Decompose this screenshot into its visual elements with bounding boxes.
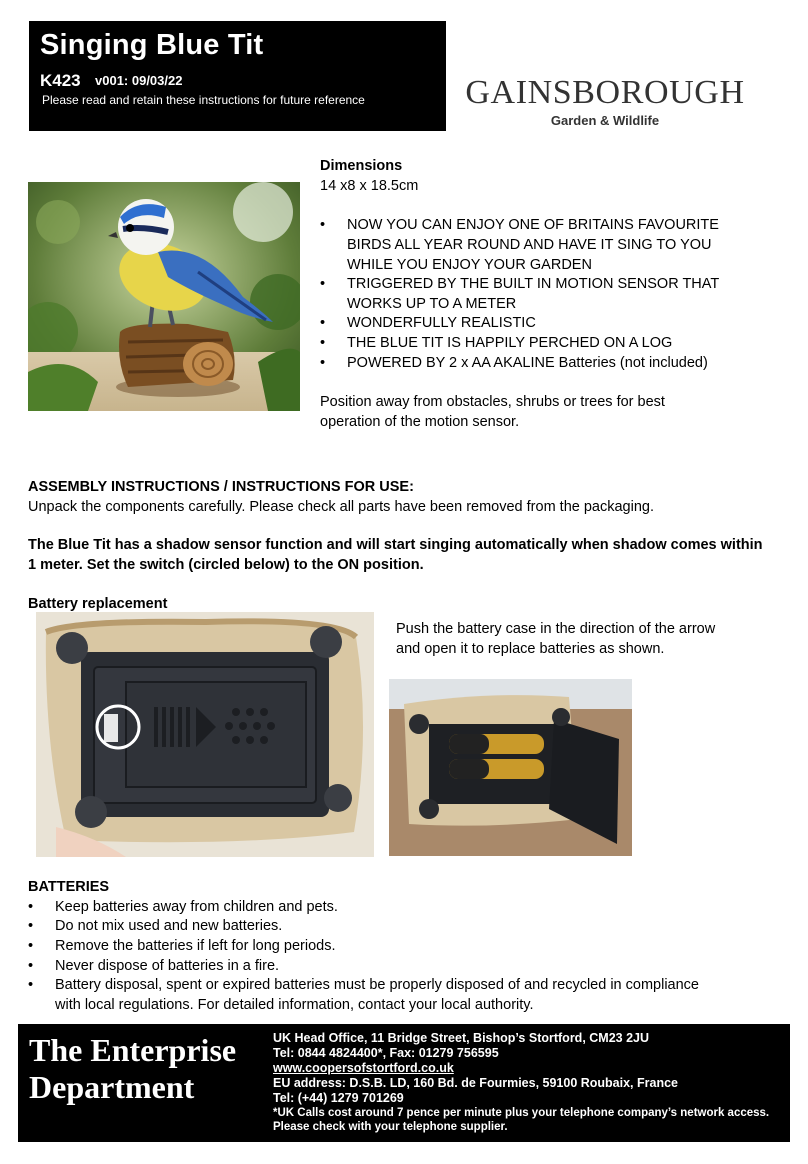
feature-text: WORKS UP TO A METER (347, 296, 517, 312)
header-banner (29, 21, 446, 131)
battery-warning-text: Battery disposal, spent or expired batteries must be properly disposed of and recycled in compliance (55, 977, 699, 993)
website-link[interactable]: www.coopersofstortford.co.uk (273, 1061, 454, 1075)
bullet-icon: • (320, 315, 326, 331)
shadow-sensor-note: 1 meter. Set the switch (circled below) to the ON position. (28, 557, 424, 573)
feature-text: WONDERFULLY REALISTIC (347, 315, 536, 331)
brand-logo-tagline: Garden & Wildlife (550, 113, 660, 128)
battery-warning-text: Never dispose of batteries in a fire. (55, 958, 280, 974)
feature-text: THE BLUE TIT IS HAPPILY PERCHED ON A LOG (347, 335, 673, 351)
position-note: operation of the motion sensor. (320, 414, 520, 430)
version-date: v001: 09/03/22 (95, 73, 183, 88)
call-cost-note: Please check with your telephone supplier. (273, 1121, 508, 1133)
bullet-icon: • (28, 958, 34, 974)
assembly-heading: ASSEMBLY INSTRUCTIONS / INSTRUCTIONS FOR USE: (28, 479, 414, 495)
bullet-icon: • (320, 355, 326, 371)
shadow-sensor-note: The Blue Tit has a shadow sensor function and will start singing automatically when shadow comes within (28, 537, 763, 553)
feature-text: NOW YOU CAN ENJOY ONE OF BRITAINS FAVOURITE (347, 217, 719, 233)
footer-banner (18, 1024, 790, 1142)
bullet-icon: • (28, 977, 34, 993)
brand-logo-name: GAINSBOROUGH (465, 74, 745, 111)
blue-tit-photo (28, 182, 300, 411)
feature-text: TRIGGERED BY THE BUILT IN MOTION SENSOR THAT (347, 276, 720, 292)
battery-warning-text: Do not mix used and new batteries. (55, 918, 283, 934)
battery-replacement-heading: Battery replacement (28, 596, 168, 612)
dimensions-heading: Dimensions (320, 158, 403, 174)
battery-compartment-photo (36, 612, 374, 857)
bullet-icon: • (28, 918, 34, 934)
battery-warning-text: with local regulations. For detailed information, contact your local authority. (55, 997, 534, 1013)
tel-fax: Tel: 0844 4824400*, Fax: 01279 756595 (273, 1046, 499, 1060)
eu-address: EU address: D.S.B. LD, 160 Bd. de Fourmies, 59100 Roubaix, France (273, 1076, 678, 1090)
assembly-text: Unpack the components carefully. Please check all parts have been removed from the packaging. (28, 499, 654, 515)
bullet-icon: • (320, 217, 326, 233)
company-name: The Enterprise (29, 1032, 237, 1068)
product-title: Singing Blue Tit (40, 29, 264, 61)
feature-text: BIRDS ALL YEAR ROUND AND HAVE IT SING TO YOU (347, 237, 712, 253)
battery-warning-text: Keep batteries away from children and pets. (55, 899, 338, 915)
bullet-icon: • (28, 899, 34, 915)
bullet-icon: • (320, 335, 326, 351)
bullet-icon: • (320, 276, 326, 292)
intl-tel: Tel: (+44) 1279 701269 (273, 1091, 404, 1105)
bullet-icon: • (28, 938, 34, 954)
dimensions-value: 14 x8 x 18.5cm (320, 178, 419, 194)
company-name: Department (29, 1069, 195, 1105)
product-code: K423 (40, 71, 81, 90)
open-battery-case-photo (389, 679, 632, 856)
feature-text: WHILE YOU ENJOY YOUR GARDEN (347, 257, 592, 273)
battery-warning-text: Remove the batteries if left for long periods. (55, 938, 336, 954)
batteries-heading: BATTERIES (28, 879, 110, 895)
office-address: UK Head Office, 11 Bridge Street, Bishop’s Stortford, CM23 2JU (273, 1031, 650, 1045)
call-cost-note: *UK Calls cost around 7 pence per minute plus your telephone company’s network access. (273, 1107, 770, 1119)
battery-replacement-text: and open it to replace batteries as shown. (396, 641, 665, 657)
position-note: Position away from obstacles, shrubs or trees for best (320, 394, 665, 410)
retain-note: Please read and retain these instructions for future reference (42, 93, 365, 107)
battery-replacement-text: Push the battery case in the direction of the arrow (396, 621, 716, 637)
feature-text: POWERED BY 2 x AA AKALINE Batteries (not included) (347, 355, 708, 371)
